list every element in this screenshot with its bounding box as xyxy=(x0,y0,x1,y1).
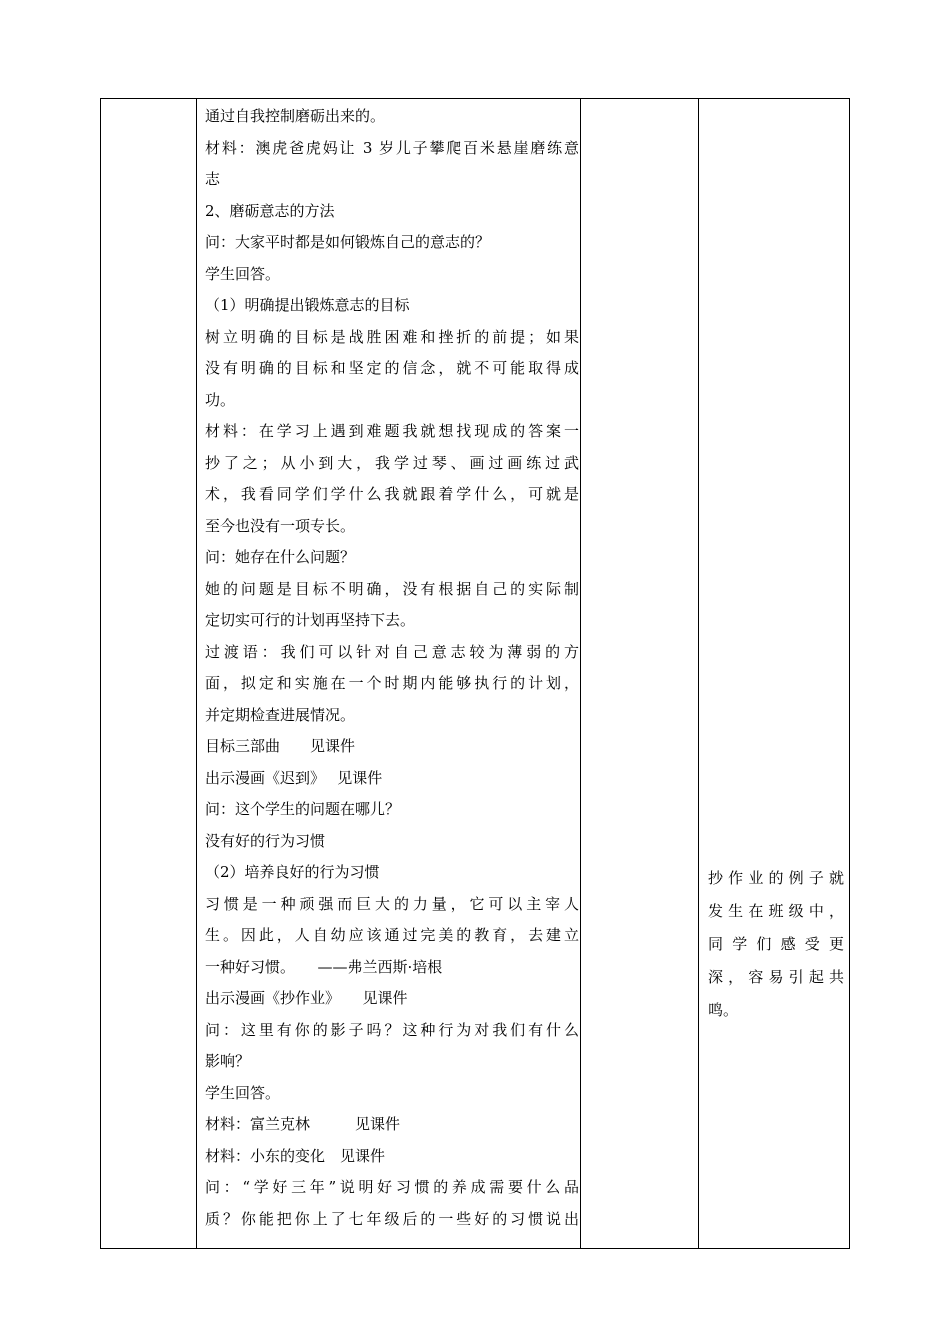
text-line: 术，我看同学们学什么我就跟着学什么，可就是 xyxy=(205,485,579,503)
text-line: 学生回答。 xyxy=(205,1083,281,1102)
text-line: 学生回答。 xyxy=(205,264,281,283)
text-line: 一种好习惯。 ——弗兰西斯·培根 xyxy=(205,957,443,976)
text-line: 她的问题是目标不明确，没有根据自己的实际制 xyxy=(205,579,579,598)
column-divider xyxy=(196,99,197,1248)
text-line: 影响？ xyxy=(205,1052,251,1070)
text-line: 志 xyxy=(205,170,221,188)
column-divider xyxy=(698,99,699,1248)
text-line: 树立明确的目标是战胜困难和挫折的前提；如果 xyxy=(205,327,579,346)
text-line: 问：这里有你的影子吗？这种行为对我们有什么 xyxy=(205,1020,579,1039)
note-line: 抄作业的例子就 xyxy=(708,869,844,887)
teaching-process-cell xyxy=(205,101,579,1235)
text-line: 问：大家平时都是如何锻炼自己的意志的？ xyxy=(205,233,491,251)
text-line: 抄了之；从小到大，我学过琴、画过画练过武 xyxy=(205,453,579,472)
column-divider xyxy=(580,99,581,1248)
text-line: 2、磨砺意志的方法 xyxy=(205,201,335,220)
text-line: 出示漫画《迟到》 见课件 xyxy=(205,768,383,787)
lesson-table xyxy=(100,98,850,1249)
text-line: 生。因此，人自幼应该通过完美的教育，去建立 xyxy=(205,926,579,944)
text-line: 习惯是一种顽强而巨大的力量，它可以主宰人 xyxy=(205,894,579,913)
text-line: 定切实可行的计划再坚持下去。 xyxy=(205,611,416,629)
note-line: 深，容易引起共 xyxy=(708,968,844,986)
text-line: 并定期检查进展情况。 xyxy=(205,705,356,724)
text-line: 没有明确的目标和坚定的信念，就不可能取得成 xyxy=(205,359,579,377)
note-line: 鸣。 xyxy=(708,1001,739,1019)
text-line: 通过自我控制磨砺出来的。 xyxy=(205,107,386,125)
text-line: 出示漫画《抄作业》 见课件 xyxy=(205,989,408,1007)
text-line: 材料：澳虎爸虎妈让 3 岁儿子攀爬百米悬崖磨练意 xyxy=(205,138,579,157)
text-line: 面，拟定和实施在一个时期内能够执行的计划， xyxy=(205,674,579,692)
design-intent-cell xyxy=(708,862,844,1027)
text-line: 质？你能把你上了七年级后的一些好的习惯说出 xyxy=(205,1209,579,1228)
note-line: 同学们感受更 xyxy=(708,935,844,953)
text-line: 材料：小东的变化 见课件 xyxy=(205,1146,386,1165)
text-line: 材料：在学习上遇到难题我就想找现成的答案一 xyxy=(205,422,579,440)
text-line: 没有好的行为习惯 xyxy=(205,831,326,850)
note-line: 发生在班级中， xyxy=(708,902,844,920)
text-line: 问：“学好三年”说明好习惯的养成需要什么品 xyxy=(205,1178,579,1196)
text-line: 材料：富兰克林 见课件 xyxy=(205,1115,401,1133)
text-line: 目标三部曲 见课件 xyxy=(205,737,356,755)
text-line: 过渡语：我们可以针对自己意志较为薄弱的方 xyxy=(205,642,579,661)
text-line: 至今也没有一项专长。 xyxy=(205,516,356,535)
text-line: （1）明确提出锻炼意志的目标 xyxy=(205,296,410,314)
text-line: 问：这个学生的问题在哪儿？ xyxy=(205,800,401,818)
text-line: （2）培养良好的行为习惯 xyxy=(205,863,380,881)
text-line: 问：她存在什么问题？ xyxy=(205,548,356,566)
text-line: 功。 xyxy=(205,390,236,409)
